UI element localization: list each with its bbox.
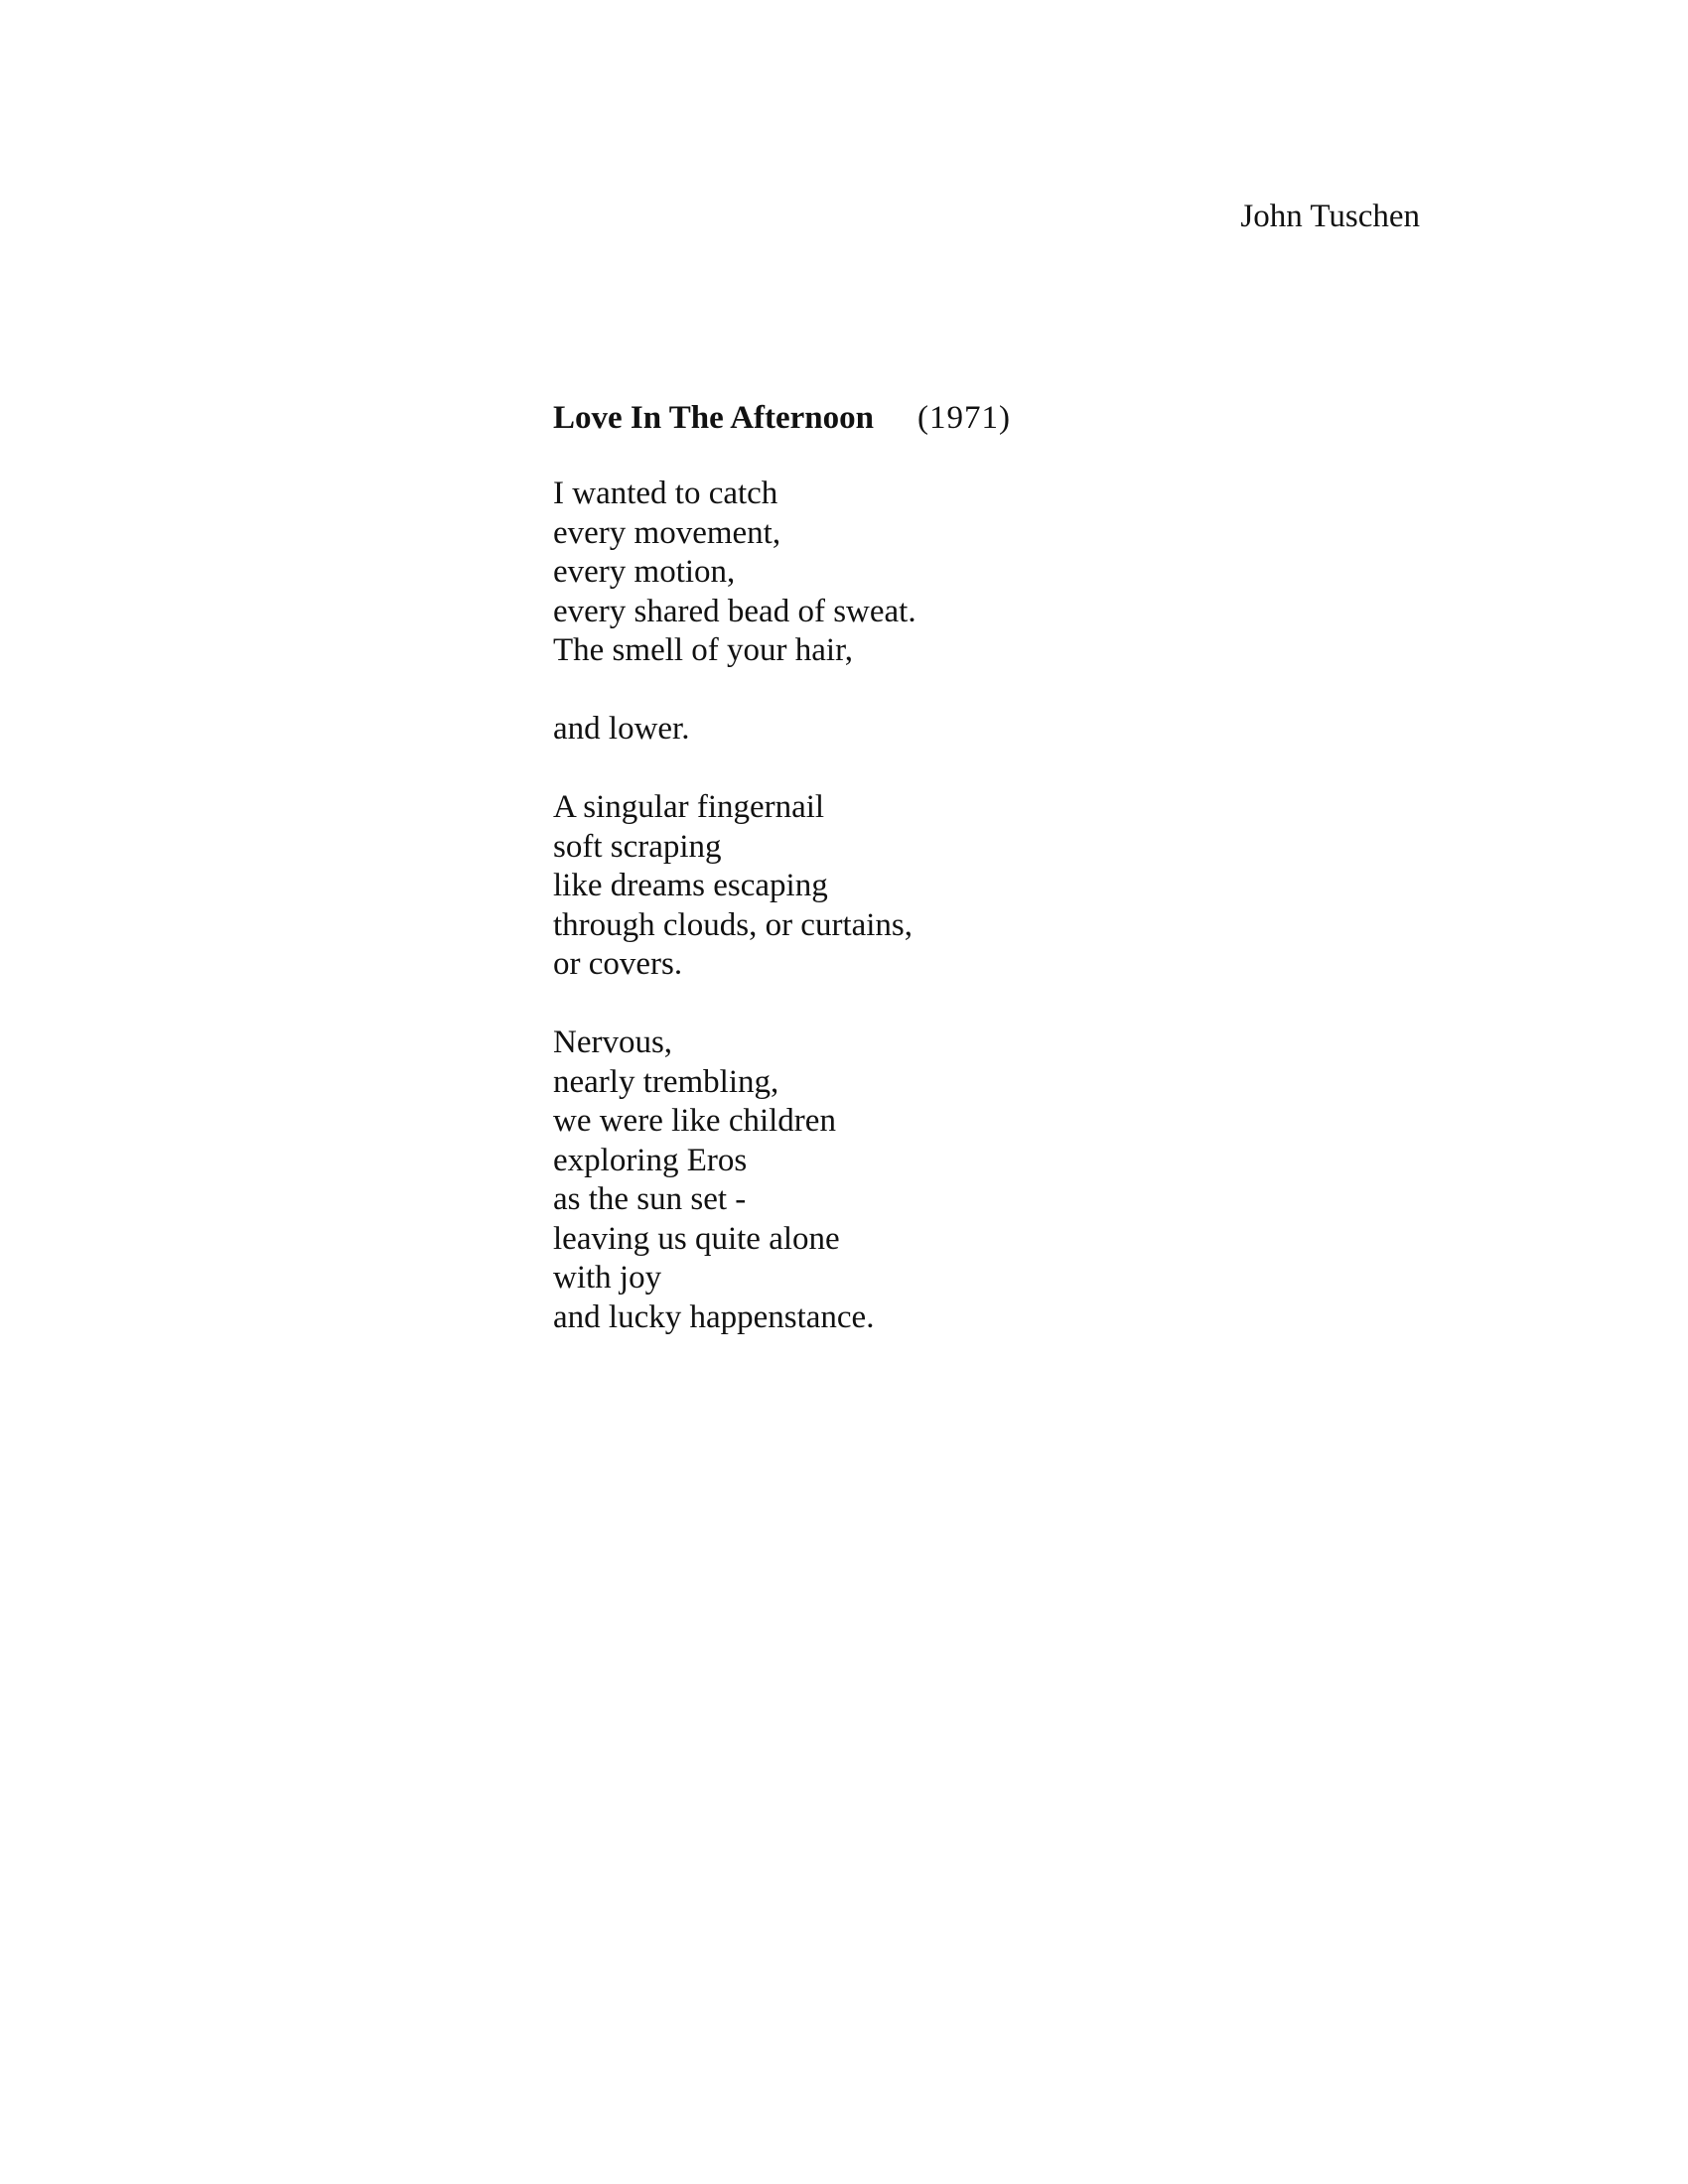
poem-line: and lower. bbox=[553, 711, 690, 747]
poem-line: I wanted to catch bbox=[553, 476, 778, 511]
poem-line: with joy bbox=[553, 1260, 662, 1296]
poem-line: as the sun set - bbox=[553, 1181, 747, 1217]
poem-line: soft scraping bbox=[553, 828, 722, 865]
stanza-2 bbox=[553, 710, 1347, 750]
poem bbox=[553, 396, 1347, 1377]
poem-line: we were like children bbox=[553, 1103, 836, 1139]
poem-line: like dreams escaping bbox=[553, 868, 828, 903]
poem-line: through clouds, or curtains, bbox=[553, 906, 914, 943]
poem-line: every shared bead of sweat. bbox=[553, 593, 916, 629]
poem-line: nearly trembling, bbox=[553, 1063, 779, 1100]
poem-line: or covers. bbox=[553, 946, 683, 982]
poem-line: Nervous, bbox=[553, 1024, 673, 1060]
author-name: John Tuschen bbox=[1240, 199, 1420, 234]
poem-line: The smell of your hair, bbox=[553, 632, 854, 668]
poem-line: and lucky happenstance. bbox=[553, 1298, 875, 1335]
poem-heading bbox=[553, 396, 1347, 441]
stanza-3 bbox=[553, 788, 1347, 985]
poem-body bbox=[553, 475, 1347, 1337]
poem-line: exploring Eros bbox=[553, 1142, 748, 1178]
poem-line: A singular fingernail bbox=[553, 789, 825, 825]
stanza-1 bbox=[553, 475, 1347, 671]
poem-title: Love In The Afternoon bbox=[553, 400, 875, 436]
stanza-4 bbox=[553, 1024, 1347, 1337]
poem-year: (1971) bbox=[917, 400, 1011, 436]
poem-line: every movement, bbox=[553, 514, 781, 551]
poem-line: leaving us quite alone bbox=[553, 1220, 840, 1257]
poem-line: every motion, bbox=[553, 554, 736, 590]
